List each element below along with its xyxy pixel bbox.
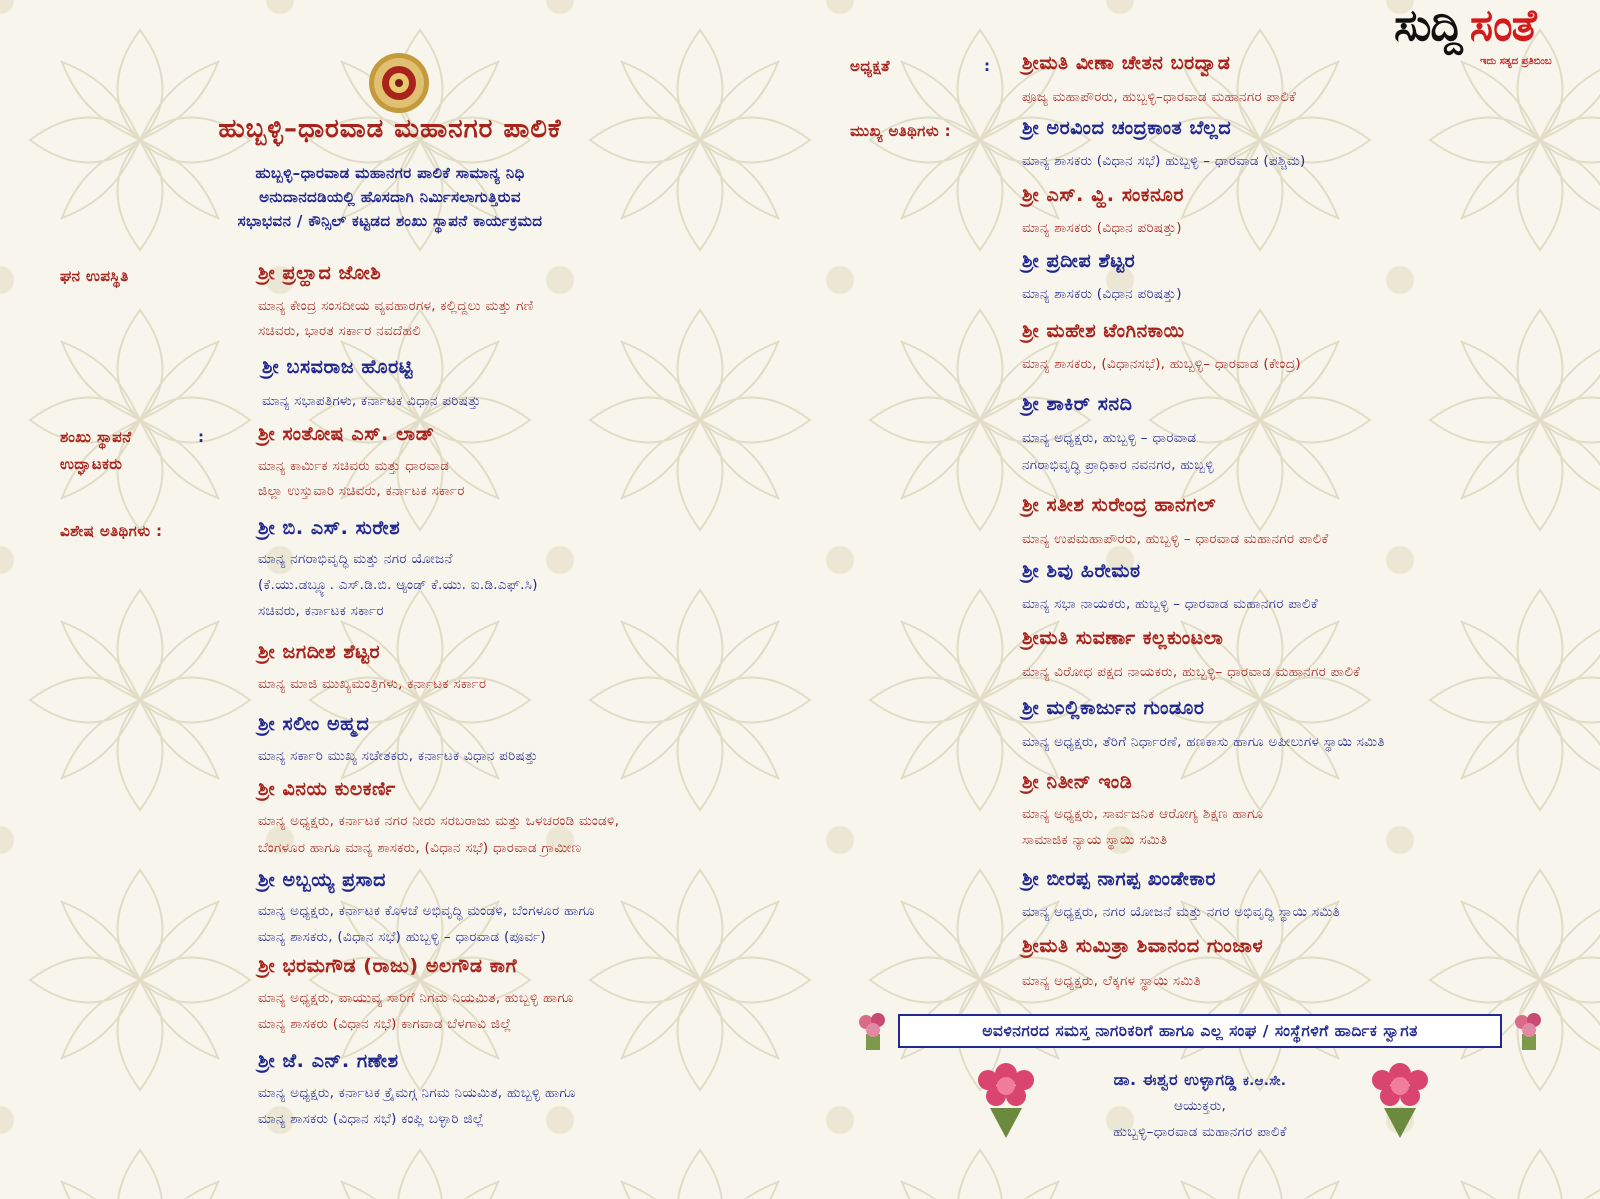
person-designation: ಮಾನ್ಯ ಅಧ್ಯಕ್ಷರು, ವಾಯುವ್ಯ ಸಾರಿಗೆ ನಿಗಮ ನಿಯಮಿತ, ಹುಬ್ಬಳ್ಳಿ ಹಾಗೂ	[258, 990, 574, 1006]
person-name: ಶ್ರೀಮತಿ ಸುಮಿತ್ರಾ ಶಿವಾನಂದ ಗುಂಜಾಳ	[1022, 935, 1264, 957]
subtitle-line-3: ಸಭಾಭವನ / ಕೌನ್ಸಿಲ್ ಕಟ್ಟಡದ ಶಂಖು ಸ್ಥಾಪನೆ ಕಾರ್ಯಕ್ರಮದ	[237, 212, 543, 230]
person-designation: ಮಾನ್ಯ ಶಾಸಕರು (ವಿಧಾನ ಪರಿಷತ್ತು)	[1022, 220, 1182, 236]
person-name: ಶ್ರೀ ಎಸ್. ವ್ಹಿ. ಸಂಕನೂರ	[1022, 184, 1185, 206]
person-designation: ಬೆಂಗಳೂರ ಹಾಗೂ ಮಾನ್ಯ ಶಾಸಕರು, (ವಿಧಾನ ಸಭೆ) ಧಾರವಾಡ ಗ್ರಾಮೀಣ	[258, 840, 582, 856]
person-name: ಶ್ರೀ ನಿತೀನ್ ಇಂಡಿ	[1022, 771, 1133, 793]
section-label-inaugurators: ಉದ್ಘಾಟಕರು	[60, 455, 123, 473]
person-designation: ಮಾನ್ಯ ಶಾಸಕರು, (ವಿಧಾನ ಸಭೆ) ಹುಬ್ಬಳ್ಳಿ – ಧಾರವಾಡ (ಪೂರ್ವ)	[258, 929, 546, 945]
person-designation: ಮಾನ್ಯ ಶಾಸಕರು (ವಿಧಾನ ಸಭೆ) ಕಂಪ್ಲಿ ಬಳ್ಳಾರಿ ಜಿಲ್ಲೆ	[258, 1111, 485, 1127]
person-name: ಶ್ರೀ ಭರಮಗೌಡ (ರಾಜು) ಅಲಗೌಡ ಕಾಗೆ	[258, 955, 518, 977]
flower-bouquet-icon	[856, 1010, 890, 1050]
person-designation: ಸಚಿವರು, ಕರ್ನಾಟಕ ಸರ್ಕಾರ	[258, 603, 384, 619]
person-name: ಶ್ರೀ ಪ್ರದೀಪ ಶೆಟ್ಟರ	[1022, 250, 1136, 272]
person-designation: ಸಾಮಾಜಿಕ ನ್ಯಾಯ ಸ್ಥಾಯಿ ಸಮಿತಿ	[1022, 832, 1168, 848]
person-name: ಶ್ರೀ ಶಾಕಿರ್ ಸನದಿ	[1022, 393, 1133, 415]
person-name: ಶ್ರೀಮತಿ ವೀಣಾ ಚೇತನ ಬರದ್ವಾಡ	[1022, 52, 1231, 74]
person-name: ಶ್ರೀ ಬಸವರಾಜ ಹೊರಟ್ಟಿ	[262, 356, 414, 378]
person-designation: ಮಾನ್ಯ ಅಧ್ಯಕ್ಷರು, ಕರ್ನಾಟಕ ಕೊಳಚೆ ಅಭಿವೃದ್ಧಿ ಮಂಡಳಿ, ಬೆಂಗಳೂರ ಹಾಗೂ	[258, 903, 595, 919]
person-designation: ಮಾನ್ಯ ಶಾಸಕರು (ವಿಧಾನ ಸಭೆ) ಕಾಗವಾಡ ಬೆಳಗಾವಿ ಜಿಲ್ಲೆ	[258, 1016, 512, 1032]
person-designation: ಮಾನ್ಯ ಅಧ್ಯಕ್ಷರು, ಲೆಕ್ಕಗಳ ಸ್ಥಾಯಿ ಸಮಿತಿ	[1022, 973, 1201, 989]
signatory-title: ಆಯುಕ್ತರು,	[1173, 1098, 1227, 1114]
corporation-seal-emblem	[368, 52, 430, 114]
subtitle-line-1: ಹುಬ್ಬಳ್ಳಿ–ಧಾರವಾಡ ಮಹಾನಗರ ಪಾಲಿಕೆ ಸಾಮಾನ್ಯ ನಿಧಿ	[255, 164, 525, 182]
person-designation: ಮಾನ್ಯ ಅಧ್ಯಕ್ಷರು, ಸಾರ್ವಜನಿಕ ಆರೋಗ್ಯ ಶಿಕ್ಷಣ ಹಾಗೂ	[1022, 806, 1264, 822]
signatory-line	[1060, 1070, 1340, 1090]
person-name: ಶ್ರೀ ಪ್ರಲ್ಹಾದ ಜೋಶಿ	[258, 262, 382, 284]
section-label-foundation: ಶಂಖು ಸ್ಥಾಪನೆ	[60, 428, 132, 446]
person-name: ಶ್ರೀ ಜೆ. ಎನ್. ಗಣೇಶ	[258, 1050, 399, 1072]
person-designation: ಮಾನ್ಯ ಅಧ್ಯಕ್ಷರು, ಕರ್ನಾಟಕ ನಗರ ನೀರು ಸರಬರಾಜು ಮತ್ತು ಒಳಚರಂಡಿ ಮಂಡಳಿ,	[258, 813, 620, 829]
person-designation: ಮಾನ್ಯ ಸಭಾಪತಿಗಳು, ಕರ್ನಾಟಕ ವಿಧಾನ ಪರಿಷತ್ತು	[262, 393, 482, 409]
signatory-name: ಡಾ. ಈಶ್ವರ ಉಳ್ಳಾಗಡ್ಡಿ	[1113, 1070, 1237, 1089]
person-designation: ಮಾನ್ಯ ಅಧ್ಯಕ್ಷರು, ಕರ್ನಾಟಕ ಕ್ರೈಮಗ್ಗ ನಿಗಮ ನಿಯಮಿತ, ಹುಬ್ಬಳ್ಳಿ ಹಾಗೂ	[258, 1085, 576, 1101]
brand-logo	[1394, 0, 1536, 51]
page-title: ಹುಬ್ಬಳ್ಳಿ–ಧಾರವಾಡ ಮಹಾನಗರ ಪಾಲಿಕೆ	[218, 114, 562, 144]
person-name: ಶ್ರೀ ಸತೀಶ ಸುರೇಂದ್ರ ಹಾನಗಲ್	[1022, 494, 1217, 516]
flower-bouquet-icon	[1512, 1010, 1546, 1050]
person-designation: ಪೂಜ್ಯ ಮಹಾಪೌರರು, ಹುಬ್ಬಳ್ಳಿ–ಧಾರವಾಡ ಮಹಾನಗರ ಪಾಲಿಕೆ	[1022, 89, 1297, 105]
person-name: ಶ್ರೀ ಜಗದೀಶ ಶೆಟ್ಟರ	[258, 641, 381, 663]
section-colon: :	[984, 57, 990, 75]
rose-bouquet-icon	[1362, 1058, 1438, 1138]
person-designation: ಮಾನ್ಯ ಅಧ್ಯಕ್ಷರು, ನಗರ ಯೋಜನೆ ಮತ್ತು ನಗರ ಅಭಿವೃದ್ಧಿ ಸ್ಥಾಯಿ ಸಮಿತಿ	[1022, 904, 1341, 920]
person-name: ಶ್ರೀಮತಿ ಸುವರ್ಣಾ ಕಲ್ಲಕುಂಟಲಾ	[1022, 627, 1224, 649]
person-name: ಶ್ರೀ ಮಲ್ಲಿಕಾರ್ಜುನ ಗುಂಡೂರ	[1022, 697, 1205, 719]
brand-name-part1: ಸುದ್ದಿ	[1394, 0, 1462, 51]
person-name: ಶ್ರೀ ವಿನಯ ಕುಲಕರ್ಣಿ	[258, 778, 396, 800]
person-designation: ಜಿಲ್ಲಾ ಉಸ್ತುವಾರಿ ಸಚಿವರು, ಕರ್ನಾಟಕ ಸರ್ಕಾರ	[258, 483, 465, 499]
person-designation: ಮಾನ್ಯ ಕೇಂದ್ರ ಸಂಸದೀಯ ವ್ಯವಹಾರಗಳ, ಕಲ್ಲಿದ್ದಲು ಮತ್ತು ಗಣಿ	[258, 298, 534, 314]
person-name: ಶ್ರೀ ಮಹೇಶ ಟೆಂಗಿನಕಾಯಿ	[1022, 320, 1185, 342]
brand-name-part2: ಸಂತೆ	[1469, 0, 1536, 51]
person-designation: ಮಾನ್ಯ ಶಾಸಕರು (ವಿಧಾನ ಸಭೆ) ಹುಬ್ಬಳ್ಳಿ – ಧಾರವಾಡ (ಪಶ್ಚಿಮ)	[1022, 153, 1306, 169]
person-designation: ಮಾನ್ಯ ಸರ್ಕಾರಿ ಮುಖ್ಯ ಸಚೇತಕರು, ಕರ್ನಾಟಕ ವಿಧಾನ ಪರಿಷತ್ತು	[258, 748, 538, 764]
welcome-banner: ಅವಳಿನಗರದ ಸಮಸ್ತ ನಾಗರಿಕರಿಗೆ ಹಾಗೂ ಎಲ್ಲ ಸಂಘ / ಸಂಸ್ಥೆಗಳಿಗೆ ಹಾರ್ದಿಕ ಸ್ವಾಗತ	[898, 1014, 1502, 1048]
person-designation: ಮಾನ್ಯ ಮಾಜಿ ಮುಖ್ಯಮಂತ್ರಿಗಳು, ಕರ್ನಾಟಕ ಸರ್ಕಾರ	[258, 676, 487, 692]
person-designation: ಮಾನ್ಯ ವಿರೋಧ ಪಕ್ಷದ ನಾಯಕರು, ಹುಬ್ಬಳ್ಳಿ– ಧಾರವಾಡ ಮಹಾನಗರ ಪಾಲಿಕೆ	[1022, 664, 1361, 680]
person-designation: ಮಾನ್ಯ ಶಾಸಕರು (ವಿಧಾನ ಪರಿಷತ್ತು)	[1022, 286, 1182, 302]
person-name: ಶ್ರೀ ಅರವಿಂದ ಚಂದ್ರಕಾಂತ ಬೆಲ್ಲದ	[1022, 117, 1232, 139]
subtitle-line-2: ಅನುದಾನದಡಿಯಲ್ಲಿ ಹೊಸದಾಗಿ ನಿರ್ಮಿಸಲಾಗುತ್ತಿರುವ	[259, 188, 521, 206]
section-label-chief-guests: ಮುಖ್ಯ ಅತಿಥಿಗಳು :	[850, 122, 952, 140]
person-designation: ಮಾನ್ಯ ಅಧ್ಯಕ್ಷರು, ತೆರಿಗೆ ನಿರ್ಧಾರಣೆ, ಹಣಕಾಸು ಹಾಗೂ ಅಪೀಲುಗಳ ಸ್ಥಾಯಿ ಸಮಿತಿ	[1022, 734, 1385, 750]
person-name: ಶ್ರೀ ಶಿವು ಹಿರೇಮಠ	[1022, 560, 1141, 582]
section-label-special-guests: ವಿಶೇಷ ಅತಿಥಿಗಳು :	[60, 522, 163, 540]
person-designation: ಸಚಿವರು, ಭಾರತ ಸರ್ಕಾರ ನವದೆಹಲಿ	[258, 323, 422, 339]
section-label-presence: ಘನ ಉಪಸ್ಥಿತಿ	[60, 267, 129, 285]
person-designation: ಮಾನ್ಯ ಶಾಸಕರು, (ವಿಧಾನಸಭೆ), ಹುಬ್ಬಳ್ಳಿ– ಧಾರವಾಡ (ಕೇಂದ್ರ)	[1022, 356, 1301, 372]
signatory-suffix: ಕ.ಆ.ಸೇ.	[1242, 1074, 1287, 1089]
person-designation: ಮಾನ್ಯ ಸಭಾ ನಾಯಕರು, ಹುಬ್ಬಳ್ಳಿ – ಧಾರವಾಡ ಮಹಾನಗರ ಪಾಲಿಕೆ	[1022, 596, 1318, 612]
person-designation: ನಗರಾಭಿವೃದ್ಧಿ ಪ್ರಾಧಿಕಾರ ನವನಗರ, ಹುಬ್ಬಳ್ಳಿ	[1022, 457, 1214, 473]
section-label-presidency: ಅಧ್ಯಕ್ಷತೆ	[850, 57, 890, 75]
person-name: ಶ್ರೀ ಸಂತೋಷ ಎಸ್. ಲಾಡ್	[258, 423, 435, 445]
section-colon: :	[198, 428, 204, 446]
person-name: ಶ್ರೀ ಸಲೀಂ ಅಹ್ಮದ	[258, 713, 370, 735]
person-designation: ಮಾನ್ಯ ಕಾರ್ಮಿಕ ಸಚಿವರು ಮತ್ತು ಧಾರವಾಡ	[258, 458, 450, 474]
person-designation: ಮಾನ್ಯ ಅಧ್ಯಕ್ಷರು, ಹುಬ್ಬಳ್ಳಿ – ಧಾರವಾಡ	[1022, 430, 1197, 446]
person-designation: ಮಾನ್ಯ ನಗರಾಭಿವೃದ್ಧಿ ಮತ್ತು ನಗರ ಯೋಜನೆ	[258, 551, 453, 567]
rose-bouquet-icon	[968, 1058, 1044, 1138]
signatory-organization: ಹುಬ್ಬಳ್ಳಿ–ಧಾರವಾಡ ಮಹಾನಗರ ಪಾಲಿಕೆ	[1113, 1124, 1287, 1140]
person-name: ಶ್ರೀ ಬಿ. ಎಸ್. ಸುರೇಶ	[258, 517, 401, 539]
person-name: ಶ್ರೀ ಅಬ್ಬಯ್ಯ ಪ್ರಸಾದ	[258, 869, 386, 891]
person-designation: (ಕೆ.ಯು.ಡಬ್ಲ್ಯೂ. ಎಸ್.ಡಿ.ಬಿ. ಆ್ಯಂಡ್ ಕೆ.ಯು. ಐ.ಡಿ.ಎಫ್.ಸಿ)	[258, 577, 538, 593]
person-designation: ಮಾನ್ಯ ಉಪಮಹಾಪೌರರು, ಹುಬ್ಬಳ್ಳಿ – ಧಾರವಾಡ ಮಹಾನಗರ ಪಾಲಿಕೆ	[1022, 531, 1329, 547]
person-name: ಶ್ರೀ ಬೀರಪ್ಪ ನಾಗಪ್ಪ ಖಂಡೇಕಾರ	[1022, 868, 1216, 890]
brand-tagline: ಇದು ಸತ್ಯದ ಪ್ರತಿಬಿಂಬ	[1480, 56, 1552, 67]
